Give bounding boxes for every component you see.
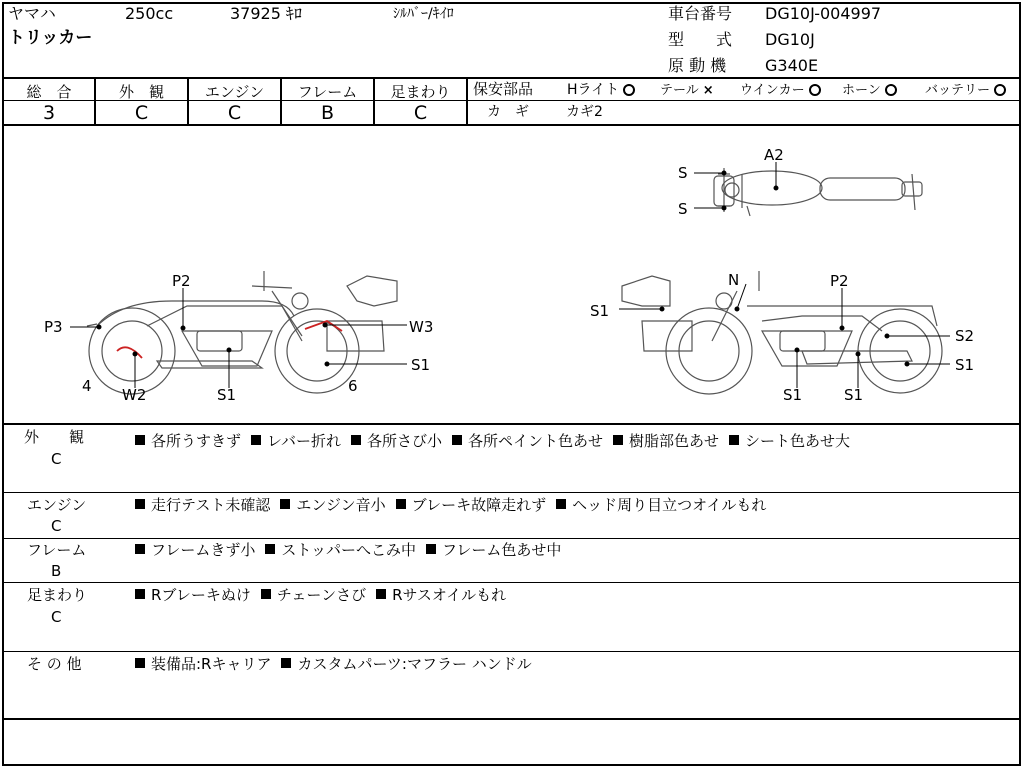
note-item: 各所さび小 — [351, 432, 442, 450]
note-exterior-grade: C — [51, 450, 62, 468]
label-s1-right-2: S1 — [955, 356, 975, 374]
total-label: 総 合 — [26, 83, 72, 101]
winker-label: ウインカー — [740, 83, 805, 98]
bullet-square-icon — [556, 499, 566, 509]
displacement: 250cc — [125, 4, 174, 23]
bullet-square-icon — [396, 499, 406, 509]
divider — [2, 718, 1021, 720]
engine-label: 原 動 機 — [668, 56, 727, 75]
note-item: エンジン音小 — [280, 496, 385, 514]
label-s1-right-4: S1 — [844, 386, 864, 404]
label-s2-right: S2 — [955, 327, 975, 345]
note-suspension-grade: C — [51, 608, 62, 626]
ok-circle-icon — [885, 84, 897, 96]
bullet-square-icon — [280, 499, 290, 509]
bullet-square-icon — [376, 589, 386, 599]
divider — [2, 582, 1021, 583]
label-n-right: N — [728, 271, 740, 289]
note-engine-label: エンジン — [27, 496, 87, 514]
bullet-square-icon — [135, 544, 145, 554]
suspension-grade-label: 足まわり — [390, 83, 451, 101]
note-other-items — [135, 657, 542, 672]
safety-battery — [925, 84, 1006, 97]
bullet-square-icon — [452, 435, 462, 445]
battery-label: バッテリー — [925, 83, 991, 98]
label-p2-left: P2 — [172, 272, 191, 290]
label-s1-left-2: S1 — [217, 386, 237, 404]
note-item: 走行テスト未確認 — [135, 496, 270, 514]
note-item: 樹脂部色あせ — [613, 432, 719, 450]
label-s-top-1: S — [678, 164, 688, 182]
note-engine-items — [135, 498, 776, 513]
bullet-square-icon — [281, 658, 291, 668]
key-label: カ ギ — [487, 104, 529, 120]
note-exterior-label: 外 観 — [24, 428, 85, 446]
bike-top-view — [714, 168, 922, 216]
exterior-grade: C — [134, 102, 149, 124]
note-suspension-items — [135, 588, 516, 603]
key-value: カギ2 — [566, 104, 603, 120]
label-w2-left: W2 — [122, 386, 147, 404]
note-other-label: そ の 他 — [27, 655, 82, 673]
grid-line — [466, 77, 468, 125]
color: ｼﾙﾊﾞｰ/ｷｲﾛ — [393, 6, 454, 22]
divider — [2, 423, 1021, 425]
note-exterior-items — [135, 430, 1015, 452]
engine-grade: C — [227, 102, 242, 124]
note-item: フレーム色あせ中 — [426, 541, 561, 559]
headlight-label: Hライト — [567, 82, 620, 98]
damage-diagram — [2, 126, 1021, 423]
frame-no-label: 車台番号 — [668, 4, 733, 23]
note-item: Rサスオイルもれ — [376, 586, 506, 604]
note-item: ストッパーへこみ中 — [265, 541, 416, 559]
divider — [2, 77, 1021, 79]
note-frame-label: フレーム — [27, 541, 87, 559]
mileage: 37925 ｷﾛ — [230, 4, 302, 23]
bullet-square-icon — [265, 544, 275, 554]
note-frame-grade: B — [51, 562, 62, 580]
bullet-square-icon — [135, 499, 145, 509]
bullet-square-icon — [729, 435, 739, 445]
ok-circle-icon — [623, 84, 635, 96]
bullet-square-icon — [613, 435, 623, 445]
bullet-square-icon — [351, 435, 361, 445]
note-item: シート色あせ大 — [729, 432, 850, 450]
divider — [2, 492, 1021, 493]
maker: ヤマハ — [8, 4, 56, 23]
ok-circle-icon — [809, 84, 821, 96]
horn-label: ホーン — [842, 83, 881, 98]
label-6-left: 6 — [348, 377, 358, 395]
suspension-grade: C — [413, 102, 428, 124]
frame-no: DG10J-004997 — [765, 4, 882, 23]
note-item: フレームきず小 — [135, 541, 255, 559]
bike-right-view — [622, 271, 942, 394]
note-item: 各所うすきず — [135, 432, 241, 450]
safety-winker — [740, 84, 821, 97]
frame-grade: B — [320, 102, 335, 124]
label-4-left: 4 — [82, 377, 92, 395]
label-a2-top: A2 — [764, 146, 784, 164]
note-engine-grade: C — [51, 517, 62, 535]
engine-value: G340E — [765, 56, 819, 75]
divider — [2, 651, 1021, 652]
label-s1-left-1: S1 — [411, 356, 431, 374]
note-item: Rブレーキぬけ — [135, 586, 251, 604]
divider — [2, 538, 1021, 539]
note-suspension-label: 足まわり — [27, 586, 88, 604]
type-label: 型 式 — [668, 30, 733, 49]
total-grade: 3 — [42, 102, 56, 124]
bike-left-view — [87, 271, 397, 394]
bullet-square-icon — [261, 589, 271, 599]
label-w3-left: W3 — [409, 318, 434, 336]
ok-circle-icon — [994, 84, 1006, 96]
safety-horn — [842, 84, 897, 97]
label-p2-right: P2 — [830, 272, 849, 290]
frame-grade-label: フレーム — [297, 83, 358, 101]
note-frame-items — [135, 543, 571, 558]
safety-headlight — [567, 83, 635, 97]
label-p3-left: P3 — [44, 318, 63, 336]
safety-tail — [660, 84, 714, 97]
exterior-label: 外 観 — [118, 83, 164, 101]
tail-label: テール — [660, 83, 699, 98]
bullet-square-icon — [426, 544, 436, 554]
type-value: DG10J — [765, 30, 815, 49]
bullet-square-icon — [135, 589, 145, 599]
note-item: 各所ペイント色あせ — [452, 432, 603, 450]
bullet-square-icon — [135, 435, 145, 445]
engine-grade-label: エンジン — [204, 83, 265, 101]
bullet-square-icon — [135, 658, 145, 668]
label-s-top-2: S — [678, 200, 688, 218]
ng-cross-icon: × — [702, 83, 714, 98]
note-item: チェーンさび — [261, 586, 366, 604]
label-s1-right-3: S1 — [783, 386, 803, 404]
bullet-square-icon — [251, 435, 261, 445]
note-item: カスタムパーツ:マフラー ハンドル — [281, 655, 531, 673]
note-item: レバー折れ — [251, 432, 341, 450]
safety-label: 保安部品 — [473, 80, 534, 98]
note-item: ヘッド周り目立つオイルもれ — [556, 496, 766, 514]
label-s1-right-1: S1 — [590, 302, 610, 320]
note-item: 装備品:Rキャリア — [135, 655, 271, 673]
note-item: ブレーキ故障走れず — [396, 496, 546, 514]
model-name: トリッカー — [8, 28, 93, 48]
